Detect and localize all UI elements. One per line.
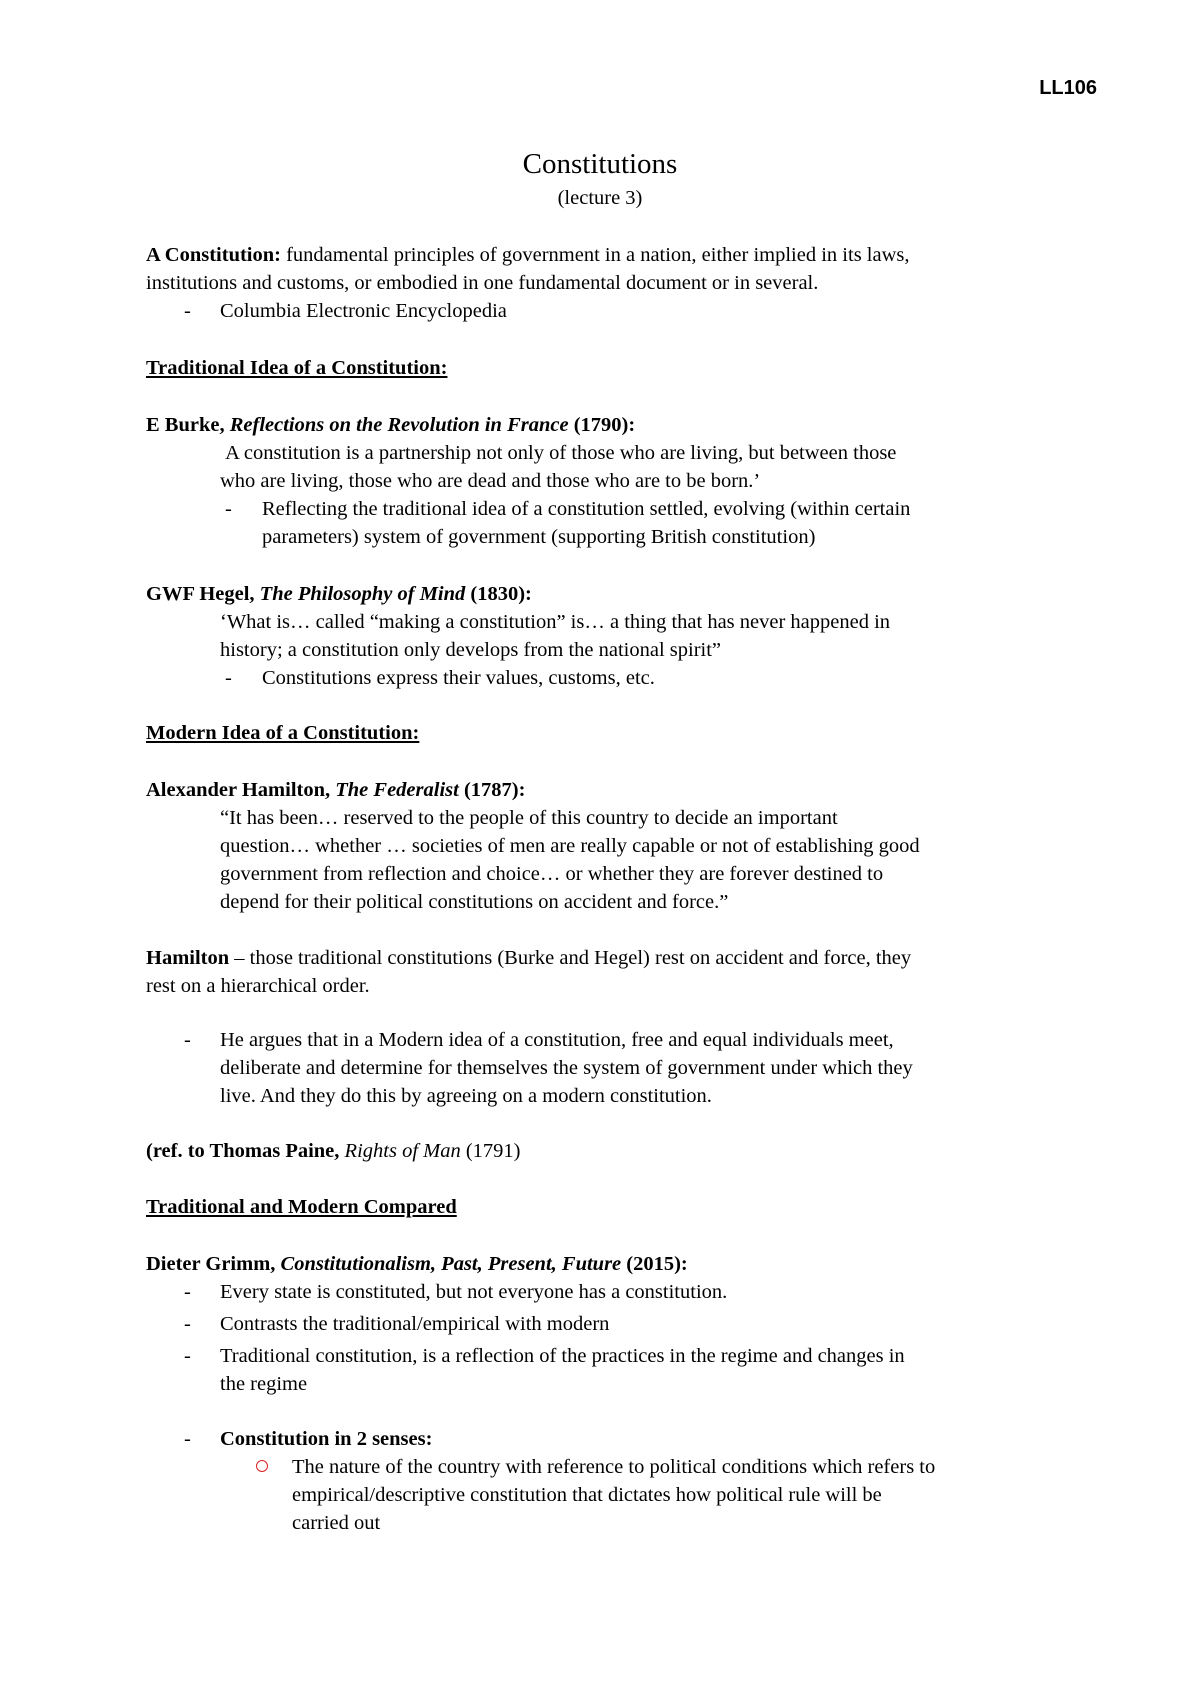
definition-block	[146, 241, 1066, 325]
burke-point: - Reflecting the traditional idea of a constitution settled, evolving (within certain	[225, 498, 911, 520]
compared-heading-block	[146, 1193, 1066, 1221]
course-code: LL106	[1039, 77, 1097, 99]
grimm-point-1: - Every state is constituted, but not everyone has a constitution.	[184, 1281, 728, 1303]
burke-citation: E Burke, Reflections on the Revolution in France (1790):	[146, 414, 636, 436]
hegel-quote-line-1: ‘What is… called “making a constitution” is… a thing that has never happened in	[220, 611, 891, 633]
traditional-heading-block	[146, 354, 1066, 382]
paine-reference: (ref. to Thomas Paine, Rights of Man (1791)	[146, 1140, 521, 1162]
argument-line-2: deliberate and determine for themselves the system of government under which they	[220, 1057, 913, 1079]
grimm-block	[146, 1250, 1066, 1537]
burke-quote-line-1: A constitution is a partnership not only of those who are living, but between those	[220, 442, 897, 464]
definition-term: A Constitution:	[146, 244, 281, 266]
hegel-point: - Constitutions express their values, customs, etc.	[225, 667, 655, 689]
sense-1: The nature of the country with reference to political conditions which refers to	[146, 1453, 1066, 1481]
traditional-heading: Traditional Idea of a Constitution:	[146, 357, 448, 379]
modern-heading-block	[146, 719, 1066, 747]
paine-block	[146, 1137, 1066, 1165]
hamilton-quote-line-4: depend for their political constitutions on accident and force.”	[220, 891, 729, 913]
hegel-citation: GWF Hegel, The Philosophy of Mind (1830):	[146, 583, 532, 605]
grimm-citation: Dieter Grimm, Constitutionalism, Past, Present, Future (2015):	[146, 1253, 688, 1275]
burke-quote-line-2: who are living, those who are dead and those who are to be born.’	[220, 470, 761, 492]
hegel-quote-line-2: history; a constitution only develops from the national spirit”	[220, 639, 722, 661]
hamilton-quote-line-1: “It has been… reserved to the people of this country to decide an important	[220, 807, 838, 829]
hamilton-note-block	[146, 944, 1066, 1000]
hamilton-citation: Alexander Hamilton, The Federalist (1787):	[146, 779, 526, 801]
circle-bullet-icon	[256, 1460, 268, 1472]
hamilton-note-line-2: rest on a hierarchical order.	[146, 975, 370, 997]
argument-line-1: - He argues that in a Modern idea of a constitution, free and equal individuals meet,	[184, 1029, 894, 1051]
page-subtitle: (lecture 3)	[557, 187, 643, 209]
hamilton-block	[146, 776, 1066, 916]
burke-point-cont: parameters) system of government (supporting British constitution)	[262, 526, 816, 548]
argument-line-3: live. And they do this by agreeing on a modern constitution.	[220, 1085, 712, 1107]
hamilton-quote-line-3: government from reflection and choice… or whether they are forever destined to	[220, 863, 884, 885]
sense-1-line-3: carried out	[292, 1512, 381, 1534]
page-title: Constitutions	[522, 148, 678, 180]
grimm-point-3: - Traditional constitution, is a reflection of the practices in the regime and changes in	[184, 1345, 905, 1367]
grimm-point-3-cont: the regime	[220, 1373, 308, 1395]
hamilton-quote-line-2: question… whether … societies of men are really capable or not of establishing good	[220, 835, 920, 857]
hegel-block	[146, 580, 1066, 692]
argument-block	[146, 1026, 1066, 1110]
definition-line-1: A Constitution: fundamental principles of government in a nation, either implied in its laws,	[146, 244, 910, 266]
definition-source: - Columbia Electronic Encyclopedia	[184, 300, 507, 322]
hamilton-note-line-1: Hamilton – those traditional constitutions (Burke and Hegel) rest on accident and force, they	[146, 947, 912, 969]
grimm-senses: - Constitution in 2 senses:	[184, 1428, 433, 1450]
modern-heading: Modern Idea of a Constitution:	[146, 722, 420, 744]
sense-1-line-2: empirical/descriptive constitution that dictates how political rule will be	[292, 1484, 882, 1506]
compared-heading: Traditional and Modern Compared	[146, 1196, 457, 1218]
burke-block	[146, 411, 1066, 551]
definition-line-2: institutions and customs, or embodied in one fundamental document or in several.	[146, 272, 819, 294]
grimm-point-2: - Contrasts the traditional/empirical with modern	[184, 1313, 610, 1335]
